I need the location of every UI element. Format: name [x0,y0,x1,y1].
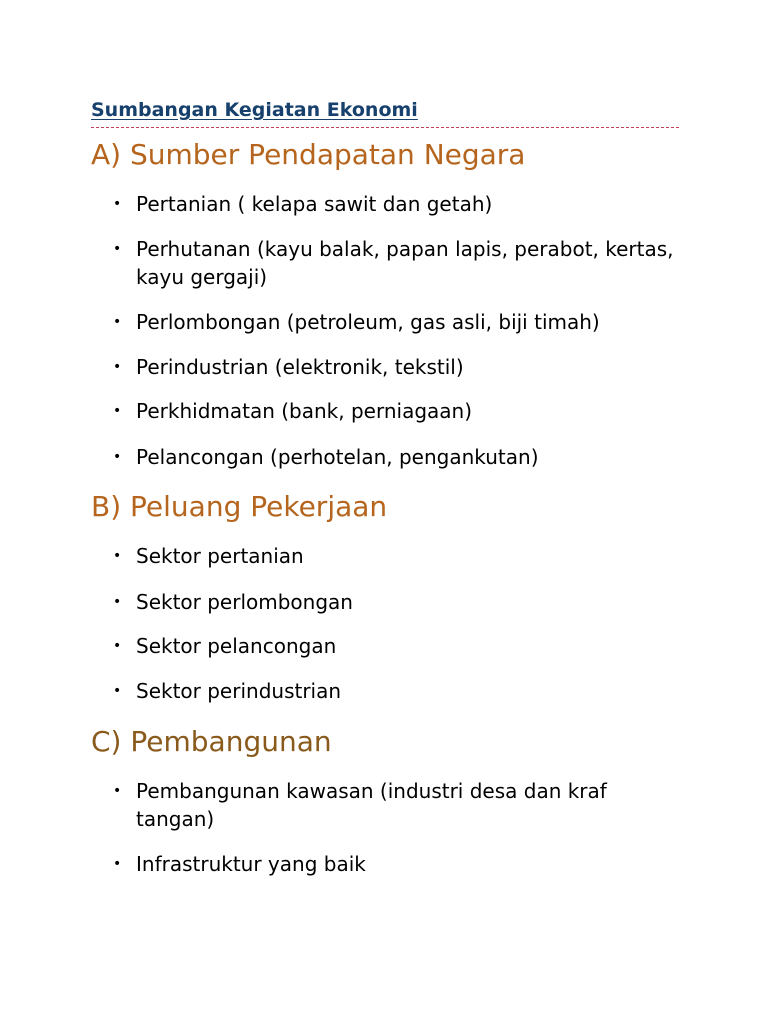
document-title: Sumbangan Kegiatan Ekonomi [91,99,418,121]
bullet-icon: • [113,314,122,330]
bullet-icon: • [113,359,122,375]
list-item-text: Infrastruktur yang baik [136,852,366,876]
section-heading-b: B) Peluang Pekerjaan [91,490,388,523]
bullet-icon: • [113,638,122,654]
list-item-text: Perlombongan (petroleum, gas asli, biji timah) [136,310,600,334]
list-item-text: Sektor perlombongan [136,590,353,614]
list-item-text: Sektor perindustrian [136,679,342,703]
list-item-text: Sektor pertanian [136,544,304,568]
bullet-icon: • [113,196,122,212]
list-item-text: Perhutanan (kayu balak, papan lapis, perabot, kertas, kayu gergaji) [136,237,674,289]
bullet-icon: • [113,449,122,465]
bullet-icon: • [113,783,122,799]
bullet-icon: • [113,856,122,872]
list-item-text: Pelancongan (perhotelan, pengankutan) [136,445,539,469]
list-item-text: Perindustrian (elektronik, tekstil) [136,355,464,379]
section-heading-a: A) Sumber Pendapatan Negara [91,138,526,171]
list-item-text: Perkhidmatan (bank, perniagaan) [136,399,473,423]
section-heading-c: C) Pembangunan [91,725,332,758]
title-dashed-rule [91,127,679,128]
bullet-icon: • [113,241,122,257]
list-item-text: Pembangunan kawasan (industri desa dan kraf tangan) [136,779,607,831]
bullet-icon: • [113,683,122,699]
list-item-text: Pertanian ( kelapa sawit dan getah) [136,192,493,216]
bullet-icon: • [113,548,122,564]
bullet-icon: • [113,594,122,610]
list-item-text: Sektor pelancongan [136,634,337,658]
bullet-icon: • [113,403,122,419]
